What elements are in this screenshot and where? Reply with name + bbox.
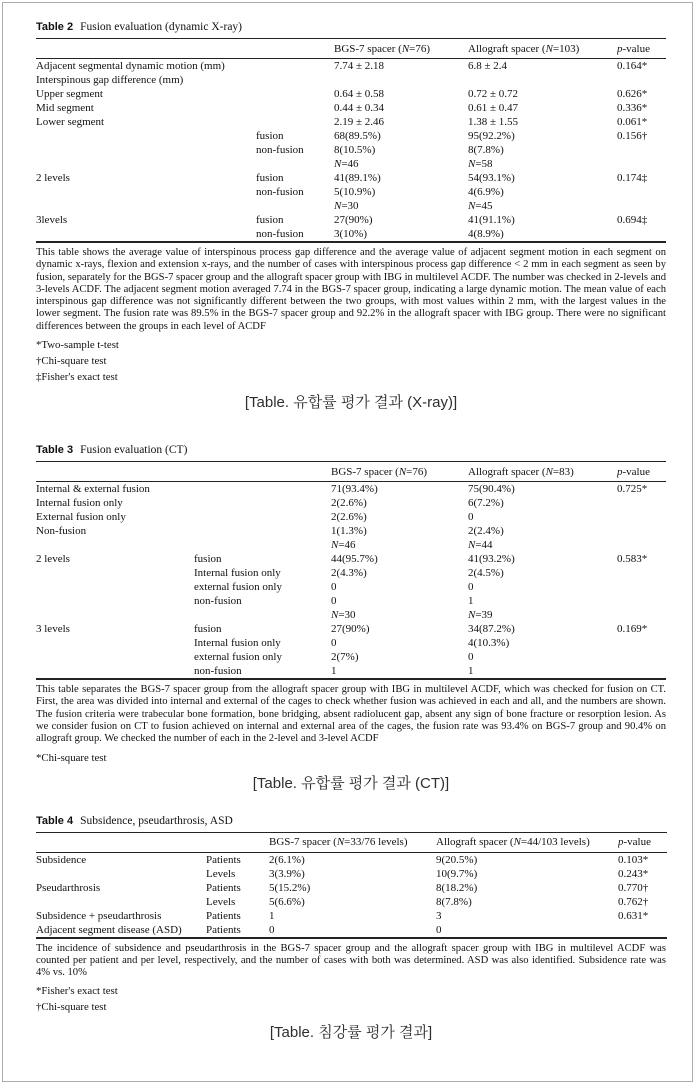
table-header-row [36,832,667,852]
table2-legend [36,337,664,385]
table-cell: 0.243* [618,867,649,880]
table-cell: 0.626* [617,88,648,100]
table-cell: fusion [194,623,222,636]
table-cell: 6.8 ± 2.4 [468,60,508,72]
table-cell [36,636,194,650]
table-row [36,101,666,115]
table-cell: 4(8.9%) [468,228,504,240]
table-cell: Internal fusion only [194,637,281,650]
column-header: BGS-7 spacer (N=76) [331,462,468,482]
table-cell [618,923,667,938]
table-cell: 0.103* [618,853,649,866]
table-row [36,923,667,938]
table-cell [256,157,334,171]
table-cell: 7.74 ± 2.18 [334,60,385,72]
table-cell: 3(10%) [334,228,367,240]
table-cell [617,608,666,622]
table-row [36,867,667,881]
table-cell: Patients [206,881,241,894]
table-cell [617,594,666,608]
table4-description: Subsidence, pseudarthrosis, ASD [80,814,233,827]
table-row [36,594,666,608]
table-cell [256,87,334,101]
document-page [2,2,693,1082]
table-row [36,538,666,552]
table-cell [36,143,256,157]
table-cell: N=58 [468,158,493,170]
table-row [36,510,666,524]
table-cell: 1 [468,665,474,678]
table-cell: 2 levels [36,553,70,566]
legend-line: †Chi-square test [36,355,107,368]
table-cell: 0.64 ± 0.58 [334,88,385,100]
table-cell: external fusion only [194,651,282,664]
column-header: p-value [618,832,667,852]
table-cell: non-fusion [194,595,242,608]
table-cell: 0.583* [617,553,648,566]
table-row [36,895,667,909]
table-row [36,622,666,636]
table-cell: 41(93.2%) [468,553,515,566]
table-cell: Subsidence [36,853,87,866]
table-cell: 0.169* [617,623,648,636]
table-cell: non-fusion [256,228,304,240]
table4-footnote: The incidence of subsidence and pseudarthrosis in the BGS-7 spacer group and the allograft spacer group with IBG in multilevel ACDF was counted per patient and per level, respectively, and the number of cases with both was determined. ASD was also identified. Subsidence rate was 4% vs. 10% [36,942,666,979]
table-cell: 2(6.1%) [269,853,305,866]
table-cell: 34(87.2%) [468,623,515,636]
table-row [36,650,666,664]
table-cell: 1 [468,595,474,608]
table-header-row [36,39,666,59]
table2-title [36,20,664,34]
table-cell: 0.164* [617,60,648,72]
table-cell: 0.061* [617,116,648,128]
table-cell: 0.770† [618,881,649,894]
table-cell: 0.61 ± 0.47 [468,102,519,114]
table-cell: 0 [468,651,474,664]
table-cell: 4(6.9%) [468,186,504,198]
table-cell: 2(7%) [331,651,359,664]
table-cell [617,199,666,213]
page-content [3,3,692,1043]
table-cell: 1 [331,665,337,678]
table-cell: Mid segment [36,102,94,114]
table-cell [36,199,256,213]
legend-line: *Two-sample t-test [36,339,119,352]
table-cell [617,664,666,679]
table-cell: 3 levels [36,623,70,636]
table-cell: 0 [269,923,275,936]
table3-label: Table 3 [36,444,74,457]
table-cell: 8(7.8%) [436,895,472,908]
table-cell: 71(93.4%) [331,483,378,496]
table-cell: 2(2.6%) [331,511,367,524]
table-cell [194,482,331,497]
table2-label: Table 2 [36,21,74,33]
table-cell [617,650,666,664]
table-cell: 0.336* [617,102,648,114]
table-cell [36,580,194,594]
column-header: BGS-7 spacer (N=33/76 levels) [269,832,436,852]
table-cell [36,566,194,580]
table-cell: 0.174‡ [617,172,648,184]
table-row [36,482,666,497]
table-cell: 95(92.2%) [468,130,515,142]
column-header [256,39,334,59]
table4-legend [36,983,664,1015]
table-cell: Levels [206,867,236,880]
table-cell: 4(10.3%) [468,637,510,650]
table-cell: 5(6.6%) [269,895,305,908]
table-cell: 1(1.3%) [331,525,367,538]
table-cell [617,538,666,552]
table-row [36,552,666,566]
table-cell: 0.694‡ [617,214,648,226]
table2-footnote: This table shows the average value of interspinous process gap difference and the average value of adjacent segment motion in each segment on dynamic x-rays, flexion and extension x-rays, and the number of cases with interspinous process gap difference < 2 mm in each segment as seen by fusion, separately for the BGS-7 spacer group and the allograft spacer group with IBG in multilevel ACDF. The number was checked in 2-levels and 3-levels ACDF. The adjacent segment motion averaged 7.74 in the BGS-7 spacer group, indicating a large dynamic motion. The mean value of each interspinous gap difference was not significantly different between the two groups, with most values within 2 mm, with the largest values in the lower segment. The fusion rate was 89.5% in the BGS-7 spacer group and 92.2% in the allograft spacer with IBG group. There were no significant differences between the groups in each level of ACDF [36,247,667,332]
table-cell: Patients [206,853,241,866]
table-row [36,87,666,101]
table-cell [617,636,666,650]
table-cell [36,185,256,199]
table-cell: 3(3.9%) [269,867,305,880]
table-cell: Pseudarthrosis [36,881,101,894]
table-cell: non-fusion [256,144,304,156]
table3-description: Fusion evaluation (CT) [80,444,188,457]
column-header [194,462,331,482]
table-cell: 27(90%) [331,623,370,636]
table-row [36,496,666,510]
table-cell: 8(18.2%) [436,881,478,894]
legend-line: *Chi-square test [36,751,107,764]
table-cell: Interspinous gap difference (mm) [36,74,184,86]
table-cell: N=46 [331,539,356,552]
table-cell [36,867,206,881]
legend-line: †Chi-square test [36,1001,107,1014]
table-cell [36,895,206,909]
table-row [36,227,666,242]
column-header [36,832,206,852]
table-cell: 0 [436,923,442,936]
table-cell: Levels [206,895,236,908]
table-cell: 5(15.2%) [269,881,311,894]
table-cell: non-fusion [194,665,242,678]
table-cell: N=45 [468,200,493,212]
table4-section [36,814,664,1044]
table3-legend [36,750,664,766]
table-cell: 0 [468,511,474,524]
column-header [36,462,194,482]
table-cell: 2(2.6%) [331,497,367,510]
table-cell [194,608,331,622]
table-cell [256,115,334,129]
table-cell: 3 [436,909,442,922]
table-cell [194,524,331,538]
table-header-row [36,462,666,482]
table-cell [617,496,666,510]
table-cell: N=44 [468,539,493,552]
table-cell: 0.44 ± 0.34 [334,102,385,114]
table-cell [617,73,666,87]
table-cell: Subsidence + pseudarthrosis [36,909,162,922]
fusion-ct-table [36,461,666,680]
table-cell: External fusion only [36,511,126,524]
table-cell: 41(89.1%) [334,172,381,184]
table-cell: 8(10.5%) [334,144,376,156]
table-cell [36,129,256,143]
table-cell [36,538,194,552]
table-row [36,852,667,867]
table-cell [256,59,334,74]
column-header: Allograft spacer (N=103) [468,39,617,59]
table4-label: Table 4 [36,814,74,827]
table4-title [36,814,664,828]
table-cell: Adjacent segment disease (ASD) [36,923,182,936]
table-cell [36,608,194,622]
table-cell: 44(95.7%) [331,553,378,566]
legend-line: *Fisher's exact test [36,985,118,998]
table-cell: N=46 [334,158,359,170]
table-cell: 2(4.3%) [331,567,367,580]
table-cell: 0 [331,581,337,594]
table-cell: fusion [194,553,222,566]
table2-section [36,20,667,413]
table-cell [617,185,666,199]
table-cell: 2.19 ± 2.46 [334,116,385,128]
table-row [36,213,666,227]
table-cell [617,566,666,580]
subsidence-table [36,832,667,939]
table-cell [256,199,334,213]
table-cell [194,538,331,552]
table-cell: 6(7.2%) [468,497,504,510]
table-cell: Internal fusion only [194,567,281,580]
column-header: p-value [617,39,666,59]
table-cell [617,157,666,171]
table-cell: 3levels [36,214,68,226]
table-row [36,143,666,157]
table-cell [36,227,256,242]
table-cell: fusion [256,172,284,184]
table-row [36,608,666,622]
table-row [36,881,667,895]
table-cell [617,580,666,594]
table-cell [617,143,666,157]
table-cell [36,594,194,608]
table-cell [194,510,331,524]
table-cell: 0.762† [618,895,649,908]
table-cell: Internal & external fusion [36,483,150,496]
table-cell: 2 levels [36,172,70,184]
table-row [36,157,666,171]
table-cell: 0.156† [617,130,648,142]
table-cell: 0.631* [618,909,649,922]
table-cell: 8(7.8%) [468,144,504,156]
table-cell: Adjacent segmental dynamic motion (mm) [36,60,225,72]
table-row [36,566,666,580]
column-header: Allograft spacer (N=83) [468,462,617,482]
table3-korean-caption: [Table. 유합률 평가 결과 (CT)] [252,774,450,792]
table2-description: Fusion evaluation (dynamic X-ray) [80,21,243,33]
table-cell: 9(20.5%) [436,853,478,866]
table-cell: Upper segment [36,88,103,100]
table-cell [334,73,468,87]
table-cell: non-fusion [256,186,304,198]
column-header [206,832,269,852]
table-cell: 54(93.1%) [468,172,515,184]
table-row [36,664,666,679]
column-header: Allograft spacer (N=44/103 levels) [436,832,618,852]
table-row [36,524,666,538]
table-cell [194,496,331,510]
table-cell: 75(90.4%) [468,483,515,496]
table-cell: 0.725* [617,483,648,496]
table-row [36,580,666,594]
table-cell: N=30 [331,609,356,622]
table3-section [36,443,664,793]
table-cell [36,157,256,171]
table-cell: N=30 [334,200,359,212]
table-cell: 0 [331,595,337,608]
table-row [36,129,666,143]
table-cell: Patients [206,909,241,922]
table-cell: Non-fusion [36,525,87,538]
table-cell [36,664,194,679]
table-cell [36,650,194,664]
table-cell: 0 [331,637,337,650]
column-header: p-value [617,462,666,482]
table-cell: 2(2.4%) [468,525,504,538]
table3-title [36,443,664,457]
table-cell: 0 [468,581,474,594]
table-cell: N=39 [468,609,493,622]
table-row [36,636,666,650]
legend-line: ‡Fisher's exact test [36,371,118,384]
table-cell [256,101,334,115]
table2-korean-caption: [Table. 유합률 평가 결과 (X-ray)] [244,394,458,412]
table-cell: fusion [256,214,284,226]
table-row [36,73,666,87]
table-cell: Patients [206,923,241,936]
table-row [36,909,667,923]
table-cell: 10(9.7%) [436,867,478,880]
table-cell [256,73,334,87]
table-cell [617,510,666,524]
table-cell: 1 [269,909,275,922]
table-cell: 27(90%) [334,214,373,226]
table-cell: Lower segment [36,116,105,128]
table-row [36,199,666,213]
table-row [36,171,666,185]
table-cell: 41(91.1%) [468,214,515,226]
table-cell [617,524,666,538]
table-cell: 1.38 ± 1.55 [468,116,519,128]
table-cell: 2(4.5%) [468,567,504,580]
column-header [36,39,256,59]
table-cell: fusion [256,130,284,142]
table-row [36,59,666,74]
table4-korean-caption: [Table. 침강률 평가 결과] [269,1024,433,1042]
table-cell: Internal fusion only [36,497,123,510]
column-header: BGS-7 spacer (N=76) [334,39,468,59]
table-cell: 5(10.9%) [334,186,376,198]
table-cell [468,73,617,87]
table-cell [617,227,666,242]
table-cell: external fusion only [194,581,282,594]
fusion-xray-table [36,38,666,243]
table-cell: 68(89.5%) [334,130,381,142]
table-cell: 0.72 ± 0.72 [468,88,519,100]
table-row [36,115,666,129]
table-row [36,185,666,199]
table3-footnote: This table separates the BGS-7 spacer group from the allograft spacer group with IBG in multilevel ACDF, which was checked for fusion on CT. First, the area was divided into internal and external of the cages to check whether fusion was achieved in each and all, and the numbers are shown. The fusion criteria were trabecular bone formation, bone bridging, absent radiolucent gap, absent any sign of bone fracture or resorption lesion. As we consider fusion on CT to fusion achieved on internal and external area of the cages, the fusion rate was 93.4% on BGS-7 group and 90.4% on allograft group. We checked the number of each in the 2-level and 3-level ACDF [36,684,666,745]
